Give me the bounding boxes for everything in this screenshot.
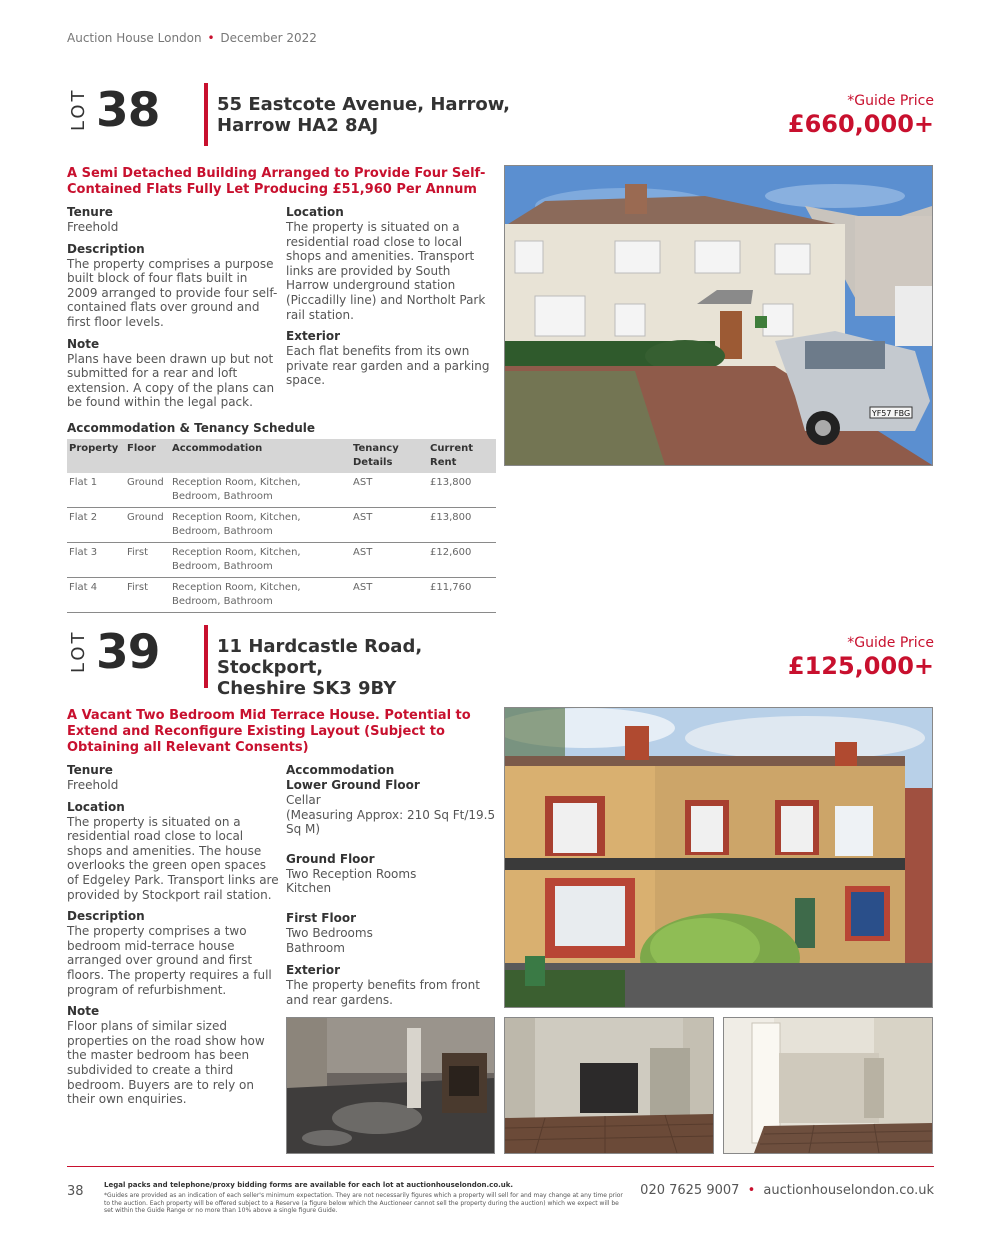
guide-price-label: *Guide Price <box>847 93 934 109</box>
ground-floor-section <box>286 852 498 896</box>
location-section <box>67 800 279 903</box>
page-number: 38 <box>67 1184 84 1199</box>
lot-divider <box>204 625 208 688</box>
table-cell: Ground <box>125 508 170 543</box>
guide-price-label: *Guide Price <box>847 635 934 651</box>
description-section <box>67 242 279 330</box>
section-body: Plans have been drawn up but not submitted for a rear and loft extension. A copy of the plans can be found within the legal pack. <box>67 351 275 410</box>
column-header: Floor <box>125 439 170 473</box>
section-title: Ground Floor <box>286 851 375 866</box>
exterior-section <box>286 329 496 388</box>
section-body: Freehold <box>67 220 119 234</box>
table-row <box>67 578 496 613</box>
note-section <box>67 1004 279 1107</box>
table-row <box>67 543 496 578</box>
table-cell: £11,760 <box>428 578 496 613</box>
section-title: Description <box>67 909 145 924</box>
column-header: Current Rent <box>428 439 496 473</box>
contact-info <box>640 1183 934 1198</box>
section-body: Floor plans of similar sized properties on the road show how the master bedroom has been subdivided to create a third bedroom. Buyers are to rely on their own enquiries. <box>67 1019 265 1107</box>
section-body: The property benefits from front and rear gardens. <box>286 978 480 1007</box>
table-cell: AST <box>351 508 428 543</box>
issue-date: December 2022 <box>220 31 317 45</box>
section-title: Note <box>67 336 100 351</box>
lot-headline: A Vacant Two Bedroom Mid Terrace House. Potential to Extend and Reconfigure Existing Layout (Subject to Obtaining all Relevant Consents) <box>67 708 471 755</box>
lot-details-right <box>286 205 496 388</box>
interior-photo-bedroom <box>723 1017 933 1154</box>
table-cell: Reception Room, Kitchen, Bedroom, Bathroom <box>170 473 351 508</box>
section-title: Exterior <box>286 963 341 978</box>
description-section <box>67 909 279 997</box>
address-line-2: Cheshire SK3 9BY <box>217 678 397 699</box>
lot-details-left <box>67 763 279 1107</box>
section-title: Description <box>67 241 145 256</box>
tenure-section <box>67 763 279 793</box>
table-cell: Reception Room, Kitchen, Bedroom, Bathroom <box>170 508 351 543</box>
section-title: Location <box>286 205 344 219</box>
table-cell: Flat 4 <box>67 578 125 613</box>
table-cell: £13,800 <box>428 508 496 543</box>
lot-label: LOT <box>68 87 89 131</box>
table-row <box>67 473 496 508</box>
number-plate: YF57 FBG <box>871 409 911 418</box>
note-section <box>67 337 279 410</box>
column-header: Property <box>67 439 125 473</box>
section-title: Tenure <box>67 763 113 777</box>
column-header: Accommodation <box>170 439 351 473</box>
website-link[interactable]: auctionhouselondon.co.uk <box>763 1183 934 1198</box>
lower-ground-floor-section <box>286 778 498 837</box>
section-title: Location <box>67 799 125 814</box>
guide-disclaimer: *Guides are provided as an indication of each seller's minimum expectation. They are not necessarily figures which a property will sell for and may change at any time prior to the auction. Each property will be offered subject to a Reserve (a figure below which the Auctioneer cannot sell the property during the auction) which we expect will be set within the Guide Range or no more than 10% above a single figure Guide. <box>104 1192 623 1214</box>
column-header: Tenancy Details <box>351 439 428 473</box>
table-cell: First <box>125 543 170 578</box>
separator-dot: • <box>747 1183 756 1198</box>
publication-header <box>67 31 317 45</box>
table-cell: First <box>125 578 170 613</box>
section-title: Exterior <box>286 329 341 344</box>
section-body: The property is situated on a residential road close to local shops and amenities. Transport links are provided by South Harrow underground station (Piccadilly line) and Northolt Park rail station. <box>286 220 486 322</box>
section-body: The property is situated on a residential road close to local shops and amenities. The house overlooks the green open spaces of Edgeley Park. Transport links are provided by Stockport rail station. <box>67 814 279 902</box>
table-header-row <box>67 439 496 473</box>
table-cell: Flat 3 <box>67 543 125 578</box>
section-body: Each flat benefits from its own private rear garden and a parking space. <box>286 344 490 388</box>
section-title: Tenure <box>67 205 113 219</box>
first-floor-section <box>286 911 498 955</box>
interior-photo-cellar <box>286 1017 495 1154</box>
table-cell: Flat 1 <box>67 473 125 508</box>
lot-headline: A Semi Detached Building Arranged to Provide Four Self-Contained Flats Fully Let Producing £51,960 Per Annum <box>67 166 486 197</box>
address-line-2: Harrow HA2 8AJ <box>217 115 379 136</box>
section-title: Lower Ground Floor <box>286 778 420 792</box>
lot-address <box>217 636 517 699</box>
table-row <box>67 508 496 543</box>
section-title: Note <box>67 1004 100 1019</box>
section-body: The property comprises a two bedroom mid-terrace house arranged over ground and first floors. The property requires a full program of refurbishment. <box>67 924 272 997</box>
section-body: The property comprises a purpose built block of four flats built in 2009 arranged to provide four self-contained flats over ground and first floor levels. <box>67 256 278 329</box>
lot-details-left <box>67 205 279 410</box>
guide-price: £660,000+ <box>787 110 934 138</box>
section-body: Cellar (Measuring Approx: 210 Sq Ft/19.5 Sq M) <box>286 793 496 837</box>
table-cell: AST <box>351 543 428 578</box>
exterior-section <box>286 963 498 1007</box>
lot-address <box>217 94 517 136</box>
accommodation-details <box>286 763 498 1007</box>
tenure-section <box>67 205 279 235</box>
table-cell: £13,800 <box>428 473 496 508</box>
table-cell: AST <box>351 578 428 613</box>
table-cell: Flat 2 <box>67 508 125 543</box>
table-cell: Reception Room, Kitchen, Bedroom, Bathroom <box>170 578 351 613</box>
section-body: Two Bedrooms Bathroom <box>286 925 373 955</box>
separator-dot: • <box>207 31 215 45</box>
lot-divider <box>204 83 208 146</box>
table-cell: Ground <box>125 473 170 508</box>
property-photo <box>504 707 933 1008</box>
guide-price: £125,000+ <box>787 652 934 680</box>
section-title: First Floor <box>286 910 357 925</box>
lot-label: LOT <box>68 629 89 673</box>
table-cell: Reception Room, Kitchen, Bedroom, Bathroom <box>170 543 351 578</box>
phone-number: 020 7625 9007 <box>640 1183 740 1198</box>
lot-number: 38 <box>96 83 160 138</box>
address-line-1: 55 Eastcote Avenue, Harrow, <box>217 94 511 115</box>
tenancy-schedule-table <box>67 439 496 613</box>
address-line-1: 11 Hardcastle Road, Stockport, <box>217 636 423 678</box>
accommodation-title: Accommodation <box>286 763 395 777</box>
publisher-name: Auction House London <box>67 31 202 45</box>
interior-photo-room <box>504 1017 714 1154</box>
section-body: Two Reception Rooms Kitchen <box>286 866 417 896</box>
legal-notice: Legal packs and telephone/proxy bidding forms are available for each lot at auctionhouselondon.co.uk. <box>104 1181 514 1189</box>
section-body: Freehold <box>67 778 119 792</box>
property-photo <box>504 165 933 466</box>
table-cell: AST <box>351 473 428 508</box>
table-cell: £12,600 <box>428 543 496 578</box>
footer-divider <box>67 1166 934 1167</box>
lot-number: 39 <box>96 625 160 680</box>
location-section <box>286 205 496 322</box>
schedule-title: Accommodation & Tenancy Schedule <box>67 421 316 435</box>
